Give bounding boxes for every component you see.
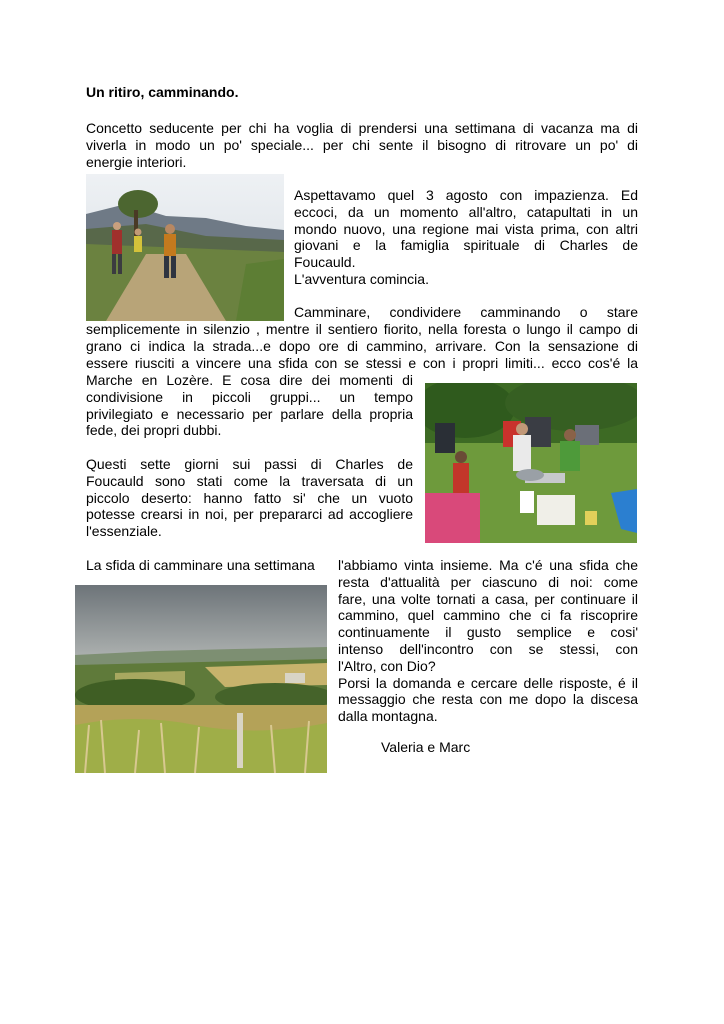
paragraph-walking-first-line [294,304,638,321]
text-line: potesse crearsi in noi, per prepararci ad accogliere [86,506,413,523]
paragraph-challenge-start [86,557,336,574]
text-line: Foucauld. [294,254,356,271]
text-line: Marche en Lozère. E cosa dire dei momenti di [86,372,413,388]
text-line: resta d'attualità per ciascuno di noi: come [338,573,638,590]
text-line: condivisione in piccoli gruppi... un tempo [86,388,413,405]
text-line: l'abbiamo vinta insieme. Ma c'é una sfida che [338,557,638,573]
text-line: giovani e la famiglia spirituale di Charles de [294,237,638,254]
article-title: Un ritiro, camminando. [86,84,239,100]
paragraph-sharing [86,372,413,439]
text-line: Foucauld sono stati come la traversata di un [86,472,413,489]
text-line: L'avventura comincia. [294,270,429,287]
text-line: fede, dei propri dubbi. [86,422,222,439]
text-line: l'Altro, con Dio? [338,657,436,674]
signature: Valeria e Marc [381,739,471,755]
paragraph-desert [86,456,413,540]
picnic-photo [425,383,637,543]
text-line: grano ci indica la strada...e dopo ore di cammino, arrivare. Con la sensazione di [86,337,638,354]
text-line: messaggio che resta con me dopo la discesa [338,691,638,708]
hikers-photo [86,174,284,321]
text-line: Aspettavamo quel 3 agosto con impazienza. Ed [294,187,638,203]
text-line: eccoci, da un momento all'altro, catapultati in un [294,203,638,220]
text-line: energie interiori. [86,153,187,170]
text-line: piccolo deserto: hanno fatto si' che un vuoto [86,489,413,506]
text-line: dalla montagna. [338,708,438,725]
text-line: essere riusciti a vincere una sfida con se stessi e con i propri limiti... ecco cos'é la [86,354,638,371]
text-line: semplicemente in silenzio , mentre il sentiero fiorito, nella foresta o lungo il campo di [86,321,638,337]
landscape-photo [75,585,327,773]
text-line: mondo nuovo, una regione mai vista prima, con altri [294,220,638,237]
text-line: Camminare, condividere camminando o stare [294,304,638,320]
text-line: privilegiato e necessario per parlare della propria [86,405,413,422]
text-line: Porsi la domanda e cercare delle risposte, é il [338,674,638,691]
paragraph-arrival [294,187,638,288]
text-line: intenso dell'incontro con se stessi, con [338,640,638,657]
text-line: cammino, quel cammino che ci fa riscoprire [338,607,638,624]
paragraph-walking [86,321,638,371]
text-line: viverla in modo un po' speciale... per chi sente il bisogno di ritrovare un po' di [86,136,638,153]
intro-paragraph [86,120,638,170]
text-line: fare, una volte tornati a casa, per continuare il [338,590,638,607]
paragraph-challenge [338,557,638,725]
text-line: La sfida di camminare una settimana [86,557,315,573]
text-line: continuamente il gusto semplice e cosi' [338,624,638,641]
text-line: Questi sette giorni sui passi di Charles de [86,456,413,472]
text-line: Concetto seducente per chi ha voglia di prendersi una settimana di vacanza ma di [86,120,638,136]
text-line: l'essenziale. [86,523,162,540]
